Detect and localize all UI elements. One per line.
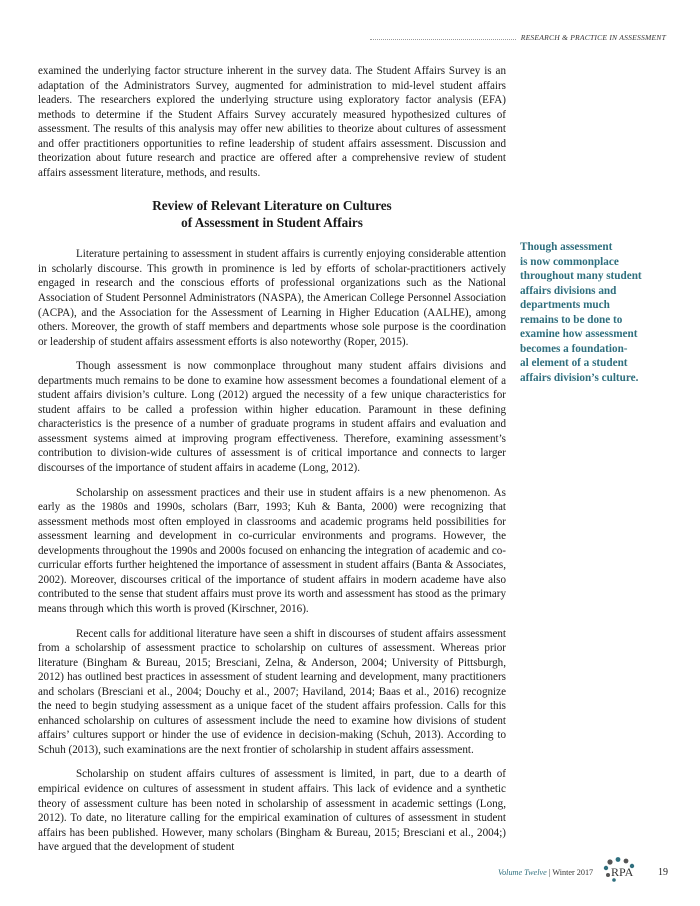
- body-paragraph-3: Scholarship on assessment practices and their use in student affairs is a new phenomenon. As early as the 1980s and 1990s, scholars (Barr, 1993; Kuh & Banta, 2000) were recognizing that assessment methods most often employed in classrooms and academic programs held possibilities for assessment learning and development in co-curricular environments and programs. However, the developments throughout the 1990s and 2000s focused on enhancing the integration of academic and co-curricular efforts further heightened the importance of assessment in student affairs (Banta & Associates, 2002). Moreover, discourses critical of the importance of student affairs in modern academe have also contributed to the sense that student affairs must prove its worth and assessment has stood as the primary means through which this worth is proved (Kirschner, 2016).: [38, 486, 506, 615]
- pull-quote-line: is now commonplace: [520, 255, 619, 268]
- page-footer: [498, 856, 673, 886]
- running-head-label: RESEARCH & PRACTICE IN ASSESSMENT: [520, 33, 666, 42]
- rpa-logo-icon: [602, 856, 642, 884]
- section-heading: [38, 198, 506, 231]
- pull-quote-line: remains to be done to: [520, 313, 623, 326]
- pull-quote-line: al element of a student: [520, 357, 628, 370]
- pull-quote-line: throughout many student: [520, 270, 642, 283]
- volume-label: Volume Twelve: [498, 868, 547, 877]
- body-paragraph-1: Literature pertaining to assessment in student affairs is currently enjoying considerable attention in scholarly discourse. This growth in prominence is led by efforts of scholar-practitioners actively engaged in research and the conscious efforts of professional organizations such as the National Association of Student Personnel Administrators (NASPA), the American College Personnel Association (ACPA), and the Association for the Assessment of Learning in Higher Education (AALHE), among others. Moreover, the growth of staff members and departments whose sole purpose is the coordination or leadership of student affairs assessment efforts is also noteworthy (Roper, 2015).: [38, 248, 506, 348]
- pull-quote-line: departments much: [520, 299, 610, 312]
- footer-separator: |: [546, 868, 553, 877]
- pull-quote: [520, 240, 660, 385]
- intro-paragraph: examined the underlying factor structure inherent in the survey data. The Student Affairs Survey is an adaptation of the Administrators Survey, augmented for administration to mid-level student affairs leaders. The researchers explored the underlying structure using exploratory factor analysis (EFA) methods to determine if the Student Affairs Survey accurately measured hypothesized cultures of assessment. The results of this analysis may offer new abilities to theorize about cultures of assessment and offer practitioners opportunities to refine leadership of student affairs assessment. Discussion and theorization about future research and practice are offered after a comprehensive review of student affairs assessment literature, methods, and results.: [38, 65, 506, 179]
- issue-season: Winter 2017: [552, 868, 594, 877]
- volume-info: [498, 868, 593, 877]
- section-heading-line-1: Review of Relevant Literature on Cultures: [152, 198, 392, 214]
- body-paragraph-5: Scholarship on student affairs cultures of assessment is limited, in part, due to a dearth of empirical evidence on cultures of assessment in student affairs. This lack of evidence and a synthetic theory of assessment culture has been noted in scholarship of assessment in academic settings (Long, 2012). To date, no literature calling for the empirical examination of cultures of assessment in student affairs has been published. However, many scholars (Bingham & Bureau, 2015; Bresciani et al., 2004;) have argued that the development of student: [38, 768, 506, 854]
- running-head: [370, 33, 666, 45]
- main-column: [38, 64, 506, 855]
- section-heading-line-2: of Assessment in Student Affairs: [181, 214, 363, 230]
- pull-quote-line: examine how assessment: [520, 328, 638, 341]
- pull-quote-line: affairs division’s culture.: [520, 371, 639, 384]
- pull-quote-line: becomes a foundation-: [520, 342, 628, 355]
- body-paragraph-4: Recent calls for additional literature have seen a shift in discourses of student affairs assessment from a scholarship of assessment practice to scholarship on cultures of assessment. Whereas prior literature (Bingham & Bureau, 2015; Bresciani, Zelna, & Anderson, 2004; University of Pittsburgh, 2012) has outlined best practices in assessment of student learning and development, many practitioners and scholars (Bresciani et al., 2004; Douchy et al., 2007; Haviland, 2014; Baas et al., 2016) recognize the need to begin studying assessment as a unique facet of the student affairs profession. Calls for this enhanced scholarship on cultures of assessment include the need to examine how divisions of student affairs’ cultures support or hinder the use of evidence in decision-making (Schuh, 2013). According to Schuh (2013), such examinations are the next frontier of scholarship in student affairs assessment.: [38, 627, 506, 756]
- dotted-rule: [370, 39, 516, 40]
- pull-quote-line: Though assessment: [520, 241, 613, 253]
- body-paragraph-2: Though assessment is now commonplace throughout many student affairs divisions and departments much remains to be done to examine how assessment becomes a foundational element of a student affairs division’s culture. Long (2012) argued the necessity of a few unique characteristics for student affairs to be called a profession within higher education. Paramount in these defining characteristics is the presence of a number of graduate programs in student affairs and evaluation and assessment systems aimed at improving program effectiveness. Therefore, examining assessment’s contribution to division-wide cultures of assessment is of critical importance and connects to larger discourses of the importance of student affairs in academe (Long, 2012).: [38, 360, 506, 475]
- pull-quote-line: affairs divisions and: [520, 284, 617, 297]
- logo-text: RPA: [611, 865, 634, 879]
- page-number: 19: [658, 867, 668, 878]
